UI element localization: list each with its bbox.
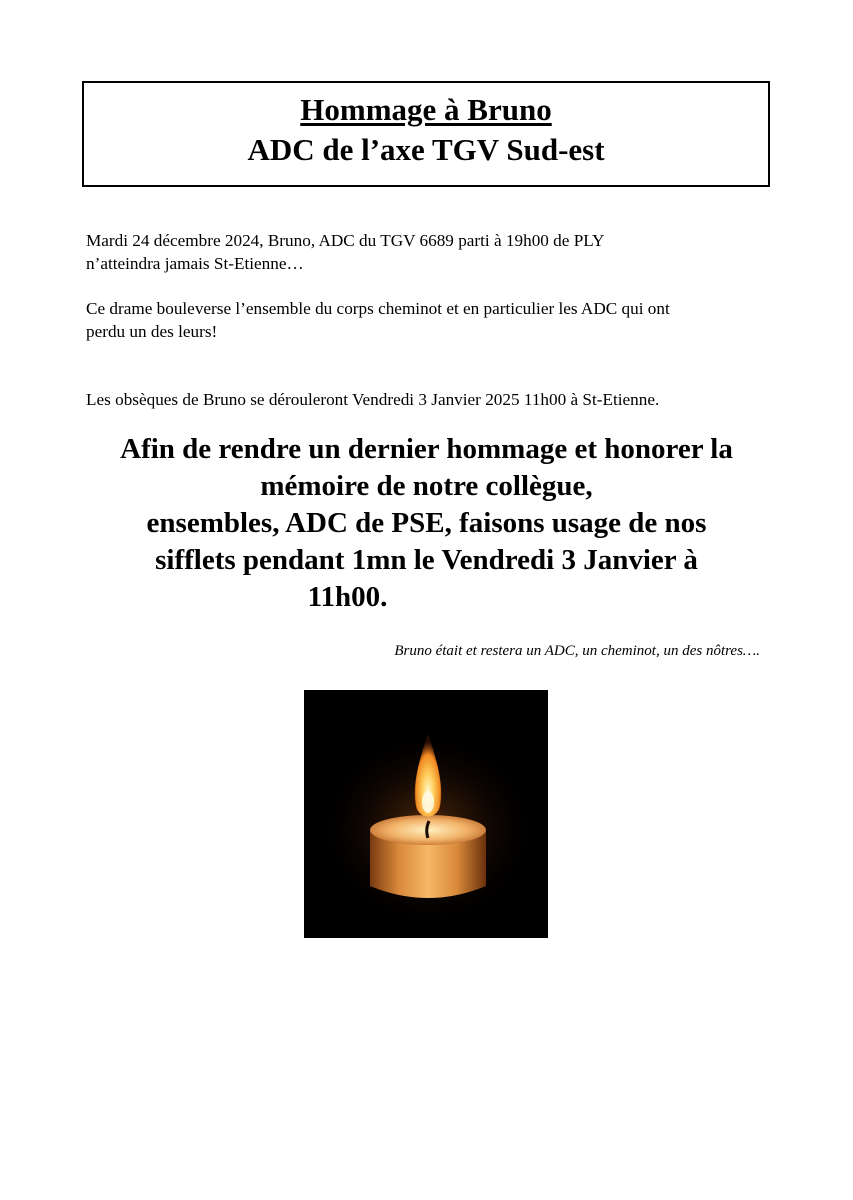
paragraph-funeral: Les obsèques de Bruno se dérouleront Vendredi 3 Janvier 2025 11h00 à St-Etienne.: [86, 390, 660, 409]
call-line2: mémoire de notre collègue,: [260, 470, 593, 502]
candle-image: [304, 690, 548, 938]
title-box: [82, 81, 770, 187]
page-title: Hommage à Bruno: [300, 92, 552, 127]
paragraph-drama: [86, 297, 786, 343]
call-line5: 11h00.: [307, 581, 388, 613]
paragraph-drama-line1: Ce drame bouleverse l’ensemble du corps cheminot et en particulier les ADC qui ont: [86, 299, 670, 318]
call-line3: ensembles, ADC de PSE, faisons usage de nos: [146, 507, 707, 539]
paragraph-drama-line2: perdu un des leurs!: [86, 322, 218, 341]
signature-text: Bruno était et restera un ADC, un cheminot, un des nôtres….: [394, 643, 760, 659]
paragraph-announcement-line1: Mardi 24 décembre 2024, Bruno, ADC du TGV 6689 parti à 19h00 de PLY: [86, 231, 605, 250]
page-subtitle: ADC de l’axe TGV Sud-est: [247, 132, 605, 167]
candle-icon: [304, 690, 548, 938]
paragraph-announcement-line2: n’atteindra jamais St-Etienne…: [86, 254, 304, 273]
call-to-action: [60, 431, 793, 616]
call-line1: Afin de rendre un dernier hommage et honorer la: [120, 433, 733, 465]
paragraph-announcement: [86, 229, 786, 275]
call-line4: sifflets pendant 1mn le Vendredi 3 Janvier à: [155, 544, 698, 576]
